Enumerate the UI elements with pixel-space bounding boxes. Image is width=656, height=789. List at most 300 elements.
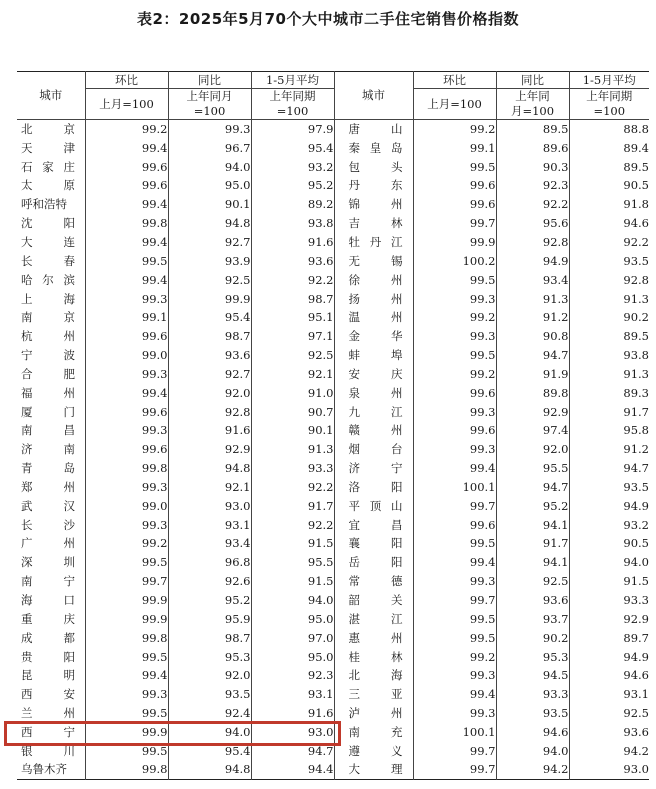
- yoy-value-2: 95.2: [496, 496, 569, 515]
- avg-value-2: 89.5: [569, 157, 649, 176]
- mom-value: 99.2: [85, 120, 168, 139]
- avg-value: 94.4: [251, 760, 334, 779]
- yoy-value-2: 94.1: [496, 515, 569, 534]
- yoy-value-2: 92.5: [496, 572, 569, 591]
- city-cell: [17, 157, 85, 176]
- city-name: 银 川: [21, 743, 75, 758]
- mom-value-2: 99.5: [413, 346, 496, 365]
- city-name: 天 津: [21, 140, 75, 155]
- table-row: [17, 704, 649, 723]
- yoy-value: 98.7: [168, 327, 251, 346]
- avg-value-2: 93.6: [569, 723, 649, 742]
- city-cell: [334, 478, 413, 497]
- table-row: [17, 327, 649, 346]
- avg-value-2: 93.0: [569, 760, 649, 779]
- city-cell: [17, 383, 85, 402]
- mom-value-2: 99.5: [413, 157, 496, 176]
- city-cell: [334, 251, 413, 270]
- avg-value-2: 91.5: [569, 572, 649, 591]
- avg-value: 93.2: [251, 157, 334, 176]
- city-name-2: 泸 州: [348, 706, 403, 721]
- mom-value-2: 99.3: [413, 440, 496, 459]
- table-row: [17, 628, 649, 647]
- table-row: [17, 289, 649, 308]
- table-row: [17, 666, 649, 685]
- table-row: [17, 383, 649, 402]
- yoy-value-2: 90.8: [496, 327, 569, 346]
- table-row: [17, 346, 649, 365]
- avg-value: 92.5: [251, 346, 334, 365]
- avg-value-2: 90.5: [569, 534, 649, 553]
- city-cell: [17, 327, 85, 346]
- table-row: [17, 176, 649, 195]
- city-name-2: 唐 山: [348, 122, 403, 137]
- city-cell: [334, 723, 413, 742]
- city-cell: [17, 704, 85, 723]
- table-row: [17, 741, 649, 760]
- table-row: [17, 214, 649, 233]
- mom-value-2: 99.3: [413, 289, 496, 308]
- avg-value-2: 91.3: [569, 364, 649, 383]
- avg-value: 91.7: [251, 496, 334, 515]
- mom-value: 99.6: [85, 327, 168, 346]
- avg-value: 94.7: [251, 741, 334, 760]
- avg-value: 92.2: [251, 478, 334, 497]
- mom-value: 99.9: [85, 609, 168, 628]
- mom-value-2: 99.6: [413, 383, 496, 402]
- yoy-value-2: 93.4: [496, 270, 569, 289]
- yoy-value: 93.6: [168, 346, 251, 365]
- avg-value-2: 91.7: [569, 402, 649, 421]
- mom-value: 99.5: [85, 251, 168, 270]
- yoy-value: 94.8: [168, 760, 251, 779]
- yoy-value-2: 94.9: [496, 251, 569, 270]
- table-row: [17, 138, 649, 157]
- city-name: 贵 阳: [21, 649, 75, 664]
- avg-value: 95.2: [251, 176, 334, 195]
- avg-value-2: 93.5: [569, 478, 649, 497]
- avg-value: 90.7: [251, 402, 334, 421]
- city-cell: [17, 515, 85, 534]
- mom-column-header-2: 环比: [413, 72, 496, 89]
- avg-value-2: 93.5: [569, 251, 649, 270]
- yoy-value: 90.1: [168, 195, 251, 214]
- city-cell: [17, 251, 85, 270]
- avg-column-header: 1-5月平均: [251, 72, 334, 89]
- city-cell: [334, 741, 413, 760]
- avg-value-2: 90.2: [569, 308, 649, 327]
- city-name-2: 平 顶 山: [348, 498, 403, 513]
- avg-value: 91.5: [251, 572, 334, 591]
- yoy-value-2: 89.6: [496, 138, 569, 157]
- yoy-value-2: 91.2: [496, 308, 569, 327]
- city-name-2: 锦 州: [348, 197, 403, 212]
- city-cell: [334, 628, 413, 647]
- city-name: 厦 门: [21, 404, 75, 419]
- avg-value-2: 94.9: [569, 647, 649, 666]
- table-row: [17, 553, 649, 572]
- yoy-value: 96.8: [168, 553, 251, 572]
- city-name: 南 宁: [21, 574, 75, 589]
- yoy-value-2: 89.8: [496, 383, 569, 402]
- city-name-2: 烟 台: [348, 442, 403, 457]
- city-cell: [334, 289, 413, 308]
- yoy-value-2: 89.5: [496, 120, 569, 139]
- yoy-value: 92.1: [168, 478, 251, 497]
- city-cell: [334, 760, 413, 779]
- avg-base-label-2: 上年同期=100: [569, 89, 649, 120]
- yoy-base-label-2: 上年同月=100: [496, 89, 569, 120]
- city-name: 呼和浩特: [21, 197, 67, 212]
- city-cell: [334, 685, 413, 704]
- yoy-value-2: 94.7: [496, 346, 569, 365]
- mom-value-2: 99.7: [413, 496, 496, 515]
- avg-value: 91.6: [251, 704, 334, 723]
- mom-value: 99.3: [85, 364, 168, 383]
- avg-value: 95.0: [251, 647, 334, 666]
- city-cell: [17, 760, 85, 779]
- city-cell: [17, 572, 85, 591]
- table-body: [17, 120, 649, 780]
- city-cell: [17, 270, 85, 289]
- yoy-value: 92.9: [168, 440, 251, 459]
- mom-value-2: 99.4: [413, 685, 496, 704]
- city-cell: [17, 440, 85, 459]
- mom-value: 99.4: [85, 666, 168, 685]
- city-name-2: 洛 阳: [348, 479, 403, 494]
- avg-value: 91.3: [251, 440, 334, 459]
- mom-value: 99.4: [85, 138, 168, 157]
- table-row: [17, 478, 649, 497]
- mom-value-2: 99.6: [413, 176, 496, 195]
- city-name-2: 济 宁: [348, 461, 403, 476]
- table-row: [17, 421, 649, 440]
- table-row: [17, 195, 649, 214]
- mom-value: 99.5: [85, 704, 168, 723]
- city-cell: [17, 609, 85, 628]
- avg-value-2: 94.6: [569, 666, 649, 685]
- mom-value-2: 99.6: [413, 515, 496, 534]
- avg-value: 89.2: [251, 195, 334, 214]
- city-name: 西 宁: [21, 724, 75, 739]
- city-cell: [17, 666, 85, 685]
- city-name: 杭 州: [21, 329, 75, 344]
- mom-value-2: 99.6: [413, 421, 496, 440]
- yoy-value: 92.0: [168, 383, 251, 402]
- city-name-2: 岳 阳: [348, 555, 403, 570]
- city-cell: [334, 120, 413, 139]
- yoy-value: 92.0: [168, 666, 251, 685]
- city-cell: [334, 364, 413, 383]
- avg-value-2: 94.9: [569, 496, 649, 515]
- avg-value: 92.2: [251, 270, 334, 289]
- city-cell: [17, 534, 85, 553]
- avg-value: 97.1: [251, 327, 334, 346]
- avg-column-header-2: 1-5月平均: [569, 72, 649, 89]
- avg-value-2: 92.9: [569, 609, 649, 628]
- avg-value: 91.0: [251, 383, 334, 402]
- city-cell: [17, 176, 85, 195]
- avg-value: 93.1: [251, 685, 334, 704]
- table-row: [17, 647, 649, 666]
- avg-value-2: 93.8: [569, 346, 649, 365]
- city-cell: [17, 138, 85, 157]
- city-cell: [334, 157, 413, 176]
- mom-value-2: 99.7: [413, 760, 496, 779]
- table-row: [17, 534, 649, 553]
- avg-value-2: 95.8: [569, 421, 649, 440]
- yoy-value-2: 92.0: [496, 440, 569, 459]
- city-name: 成 都: [21, 630, 75, 645]
- city-cell: [334, 515, 413, 534]
- mom-value-2: 99.1: [413, 138, 496, 157]
- yoy-value: 92.7: [168, 364, 251, 383]
- city-name: 大 连: [21, 234, 75, 249]
- mom-value-2: 99.6: [413, 195, 496, 214]
- city-name-2: 扬 州: [348, 291, 403, 306]
- table-row: [17, 609, 649, 628]
- avg-value-2: 88.8: [569, 120, 649, 139]
- mom-value-2: 100.1: [413, 478, 496, 497]
- avg-value-2: 93.2: [569, 515, 649, 534]
- mom-value: 99.4: [85, 383, 168, 402]
- city-name: 上 海: [21, 291, 75, 306]
- avg-value: 93.3: [251, 459, 334, 478]
- city-cell: [17, 741, 85, 760]
- mom-value-2: 99.5: [413, 628, 496, 647]
- city-name-2: 南 充: [348, 724, 403, 739]
- city-name: 长 春: [21, 253, 75, 268]
- city-name: 合 肥: [21, 366, 75, 381]
- city-name-2: 湛 江: [348, 611, 403, 626]
- table-row: [17, 440, 649, 459]
- yoy-value: 94.0: [168, 723, 251, 742]
- mom-value: 99.5: [85, 741, 168, 760]
- city-cell: [17, 346, 85, 365]
- mom-value-2: 99.7: [413, 741, 496, 760]
- city-cell: [334, 421, 413, 440]
- city-cell: [334, 459, 413, 478]
- yoy-value-2: 93.6: [496, 591, 569, 610]
- yoy-value-2: 94.5: [496, 666, 569, 685]
- city-name-2: 桂 林: [348, 649, 403, 664]
- table-row: [17, 364, 649, 383]
- city-name-2: 常 德: [348, 574, 403, 589]
- mom-value-2: 99.3: [413, 327, 496, 346]
- city-name-2: 泉 州: [348, 385, 403, 400]
- mom-value-2: 99.4: [413, 459, 496, 478]
- yoy-value-2: 95.3: [496, 647, 569, 666]
- mom-value-2: 100.1: [413, 723, 496, 742]
- city-name-2: 蚌 埠: [348, 348, 403, 363]
- avg-value: 98.7: [251, 289, 334, 308]
- mom-value: 99.3: [85, 478, 168, 497]
- yoy-base-label: 上年同月=100: [168, 89, 251, 120]
- avg-value-2: 89.5: [569, 327, 649, 346]
- mom-value-2: 99.3: [413, 572, 496, 591]
- avg-value: 94.0: [251, 591, 334, 610]
- mom-value: 99.2: [85, 534, 168, 553]
- city-cell: [334, 440, 413, 459]
- yoy-value-2: 97.4: [496, 421, 569, 440]
- table-row: [17, 685, 649, 704]
- city-name-2: 韶 关: [348, 593, 403, 608]
- avg-value-2: 94.7: [569, 459, 649, 478]
- yoy-value: 95.3: [168, 647, 251, 666]
- table-row: [17, 496, 649, 515]
- avg-value-2: 90.5: [569, 176, 649, 195]
- mom-value-2: 99.3: [413, 402, 496, 421]
- mom-value-2: 99.5: [413, 534, 496, 553]
- mom-value-2: 99.2: [413, 308, 496, 327]
- mom-value: 99.6: [85, 440, 168, 459]
- avg-value-2: 89.4: [569, 138, 649, 157]
- city-name: 南 京: [21, 310, 75, 325]
- avg-value-2: 89.3: [569, 383, 649, 402]
- city-name-2: 牡 丹 江: [348, 234, 403, 249]
- yoy-value: 95.2: [168, 591, 251, 610]
- yoy-value-2: 93.3: [496, 685, 569, 704]
- city-cell: [17, 723, 85, 742]
- yoy-value-2: 90.2: [496, 628, 569, 647]
- city-name: 深 圳: [21, 555, 75, 570]
- table-row: [17, 760, 649, 779]
- city-cell: [17, 628, 85, 647]
- yoy-value: 94.8: [168, 214, 251, 233]
- yoy-value: 92.4: [168, 704, 251, 723]
- yoy-value-2: 94.1: [496, 553, 569, 572]
- mom-value: 99.8: [85, 459, 168, 478]
- yoy-value: 95.4: [168, 308, 251, 327]
- city-name-2: 大 理: [348, 762, 403, 777]
- city-name-2: 赣 州: [348, 423, 403, 438]
- yoy-column-header: 同比: [168, 72, 251, 89]
- avg-value: 92.3: [251, 666, 334, 685]
- avg-value: 91.5: [251, 534, 334, 553]
- yoy-value: 93.5: [168, 685, 251, 704]
- yoy-value: 92.8: [168, 402, 251, 421]
- mom-value-2: 100.2: [413, 251, 496, 270]
- yoy-value-2: 92.3: [496, 176, 569, 195]
- city-cell: [334, 666, 413, 685]
- city-cell: [334, 591, 413, 610]
- mom-value: 99.6: [85, 157, 168, 176]
- mom-value-2: 99.3: [413, 704, 496, 723]
- city-name-2: 安 庆: [348, 366, 403, 381]
- city-name-2: 遵 义: [348, 743, 403, 758]
- city-name-2: 温 州: [348, 310, 403, 325]
- city-name: 海 口: [21, 593, 75, 608]
- mom-value: 99.9: [85, 723, 168, 742]
- yoy-value: 95.0: [168, 176, 251, 195]
- yoy-value: 92.6: [168, 572, 251, 591]
- yoy-value-2: 94.2: [496, 760, 569, 779]
- city-name: 西 安: [21, 687, 75, 702]
- city-cell: [334, 195, 413, 214]
- table-row: [17, 233, 649, 252]
- mom-value: 99.3: [85, 421, 168, 440]
- avg-value: 90.1: [251, 421, 334, 440]
- avg-value-2: 89.7: [569, 628, 649, 647]
- mom-value: 99.8: [85, 214, 168, 233]
- city-cell: [334, 572, 413, 591]
- yoy-value: 93.4: [168, 534, 251, 553]
- avg-value: 97.0: [251, 628, 334, 647]
- mom-value-2: 99.4: [413, 553, 496, 572]
- city-cell: [17, 478, 85, 497]
- city-cell: [17, 402, 85, 421]
- yoy-value-2: 93.7: [496, 609, 569, 628]
- city-name-2: 金 华: [348, 329, 403, 344]
- city-name-2: 吉 林: [348, 216, 403, 231]
- avg-value-2: 92.8: [569, 270, 649, 289]
- yoy-value: 96.7: [168, 138, 251, 157]
- mom-column-header: 环比: [85, 72, 168, 89]
- table-row: [17, 459, 649, 478]
- city-cell: [334, 647, 413, 666]
- avg-value-2: 91.3: [569, 289, 649, 308]
- yoy-value-2: 94.7: [496, 478, 569, 497]
- city-cell: [334, 346, 413, 365]
- yoy-value-2: 92.2: [496, 195, 569, 214]
- yoy-value-2: 95.6: [496, 214, 569, 233]
- yoy-value-2: 91.3: [496, 289, 569, 308]
- city-name: 济 南: [21, 442, 75, 457]
- yoy-value-2: 94.0: [496, 741, 569, 760]
- city-cell: [334, 233, 413, 252]
- table-row: [17, 591, 649, 610]
- city-cell: [17, 289, 85, 308]
- city-cell: [334, 214, 413, 233]
- city-name-2: 丹 东: [348, 178, 403, 193]
- city-name: 北 京: [21, 122, 75, 137]
- table-row: [17, 270, 649, 289]
- table-row: [17, 515, 649, 534]
- city-cell: [334, 176, 413, 195]
- yoy-value: 94.8: [168, 459, 251, 478]
- yoy-value: 93.1: [168, 515, 251, 534]
- yoy-value-2: 92.9: [496, 402, 569, 421]
- city-name: 太 原: [21, 178, 75, 193]
- city-name: 长 沙: [21, 517, 75, 532]
- avg-value: 91.6: [251, 233, 334, 252]
- city-name-2: 惠 州: [348, 630, 403, 645]
- yoy-value: 92.7: [168, 233, 251, 252]
- table-row: [17, 572, 649, 591]
- mom-value: 99.0: [85, 346, 168, 365]
- table-row: [17, 157, 649, 176]
- yoy-value-2: 91.9: [496, 364, 569, 383]
- mom-value: 99.1: [85, 308, 168, 327]
- yoy-value-2: 95.5: [496, 459, 569, 478]
- table-row: [17, 308, 649, 327]
- city-cell: [17, 214, 85, 233]
- table-row: [17, 723, 649, 742]
- mom-value: 99.4: [85, 195, 168, 214]
- mom-value: 99.5: [85, 553, 168, 572]
- table-title: 表2：2025年5月70个大中城市二手住宅销售价格指数: [137, 10, 519, 28]
- yoy-value: 93.9: [168, 251, 251, 270]
- avg-value-2: 93.1: [569, 685, 649, 704]
- city-cell: [334, 402, 413, 421]
- mom-value-2: 99.2: [413, 364, 496, 383]
- table-row: [17, 120, 649, 139]
- city-name: 南 昌: [21, 423, 75, 438]
- mom-value: 99.0: [85, 496, 168, 515]
- mom-value: 99.4: [85, 233, 168, 252]
- yoy-value: 94.0: [168, 157, 251, 176]
- city-cell: [334, 553, 413, 572]
